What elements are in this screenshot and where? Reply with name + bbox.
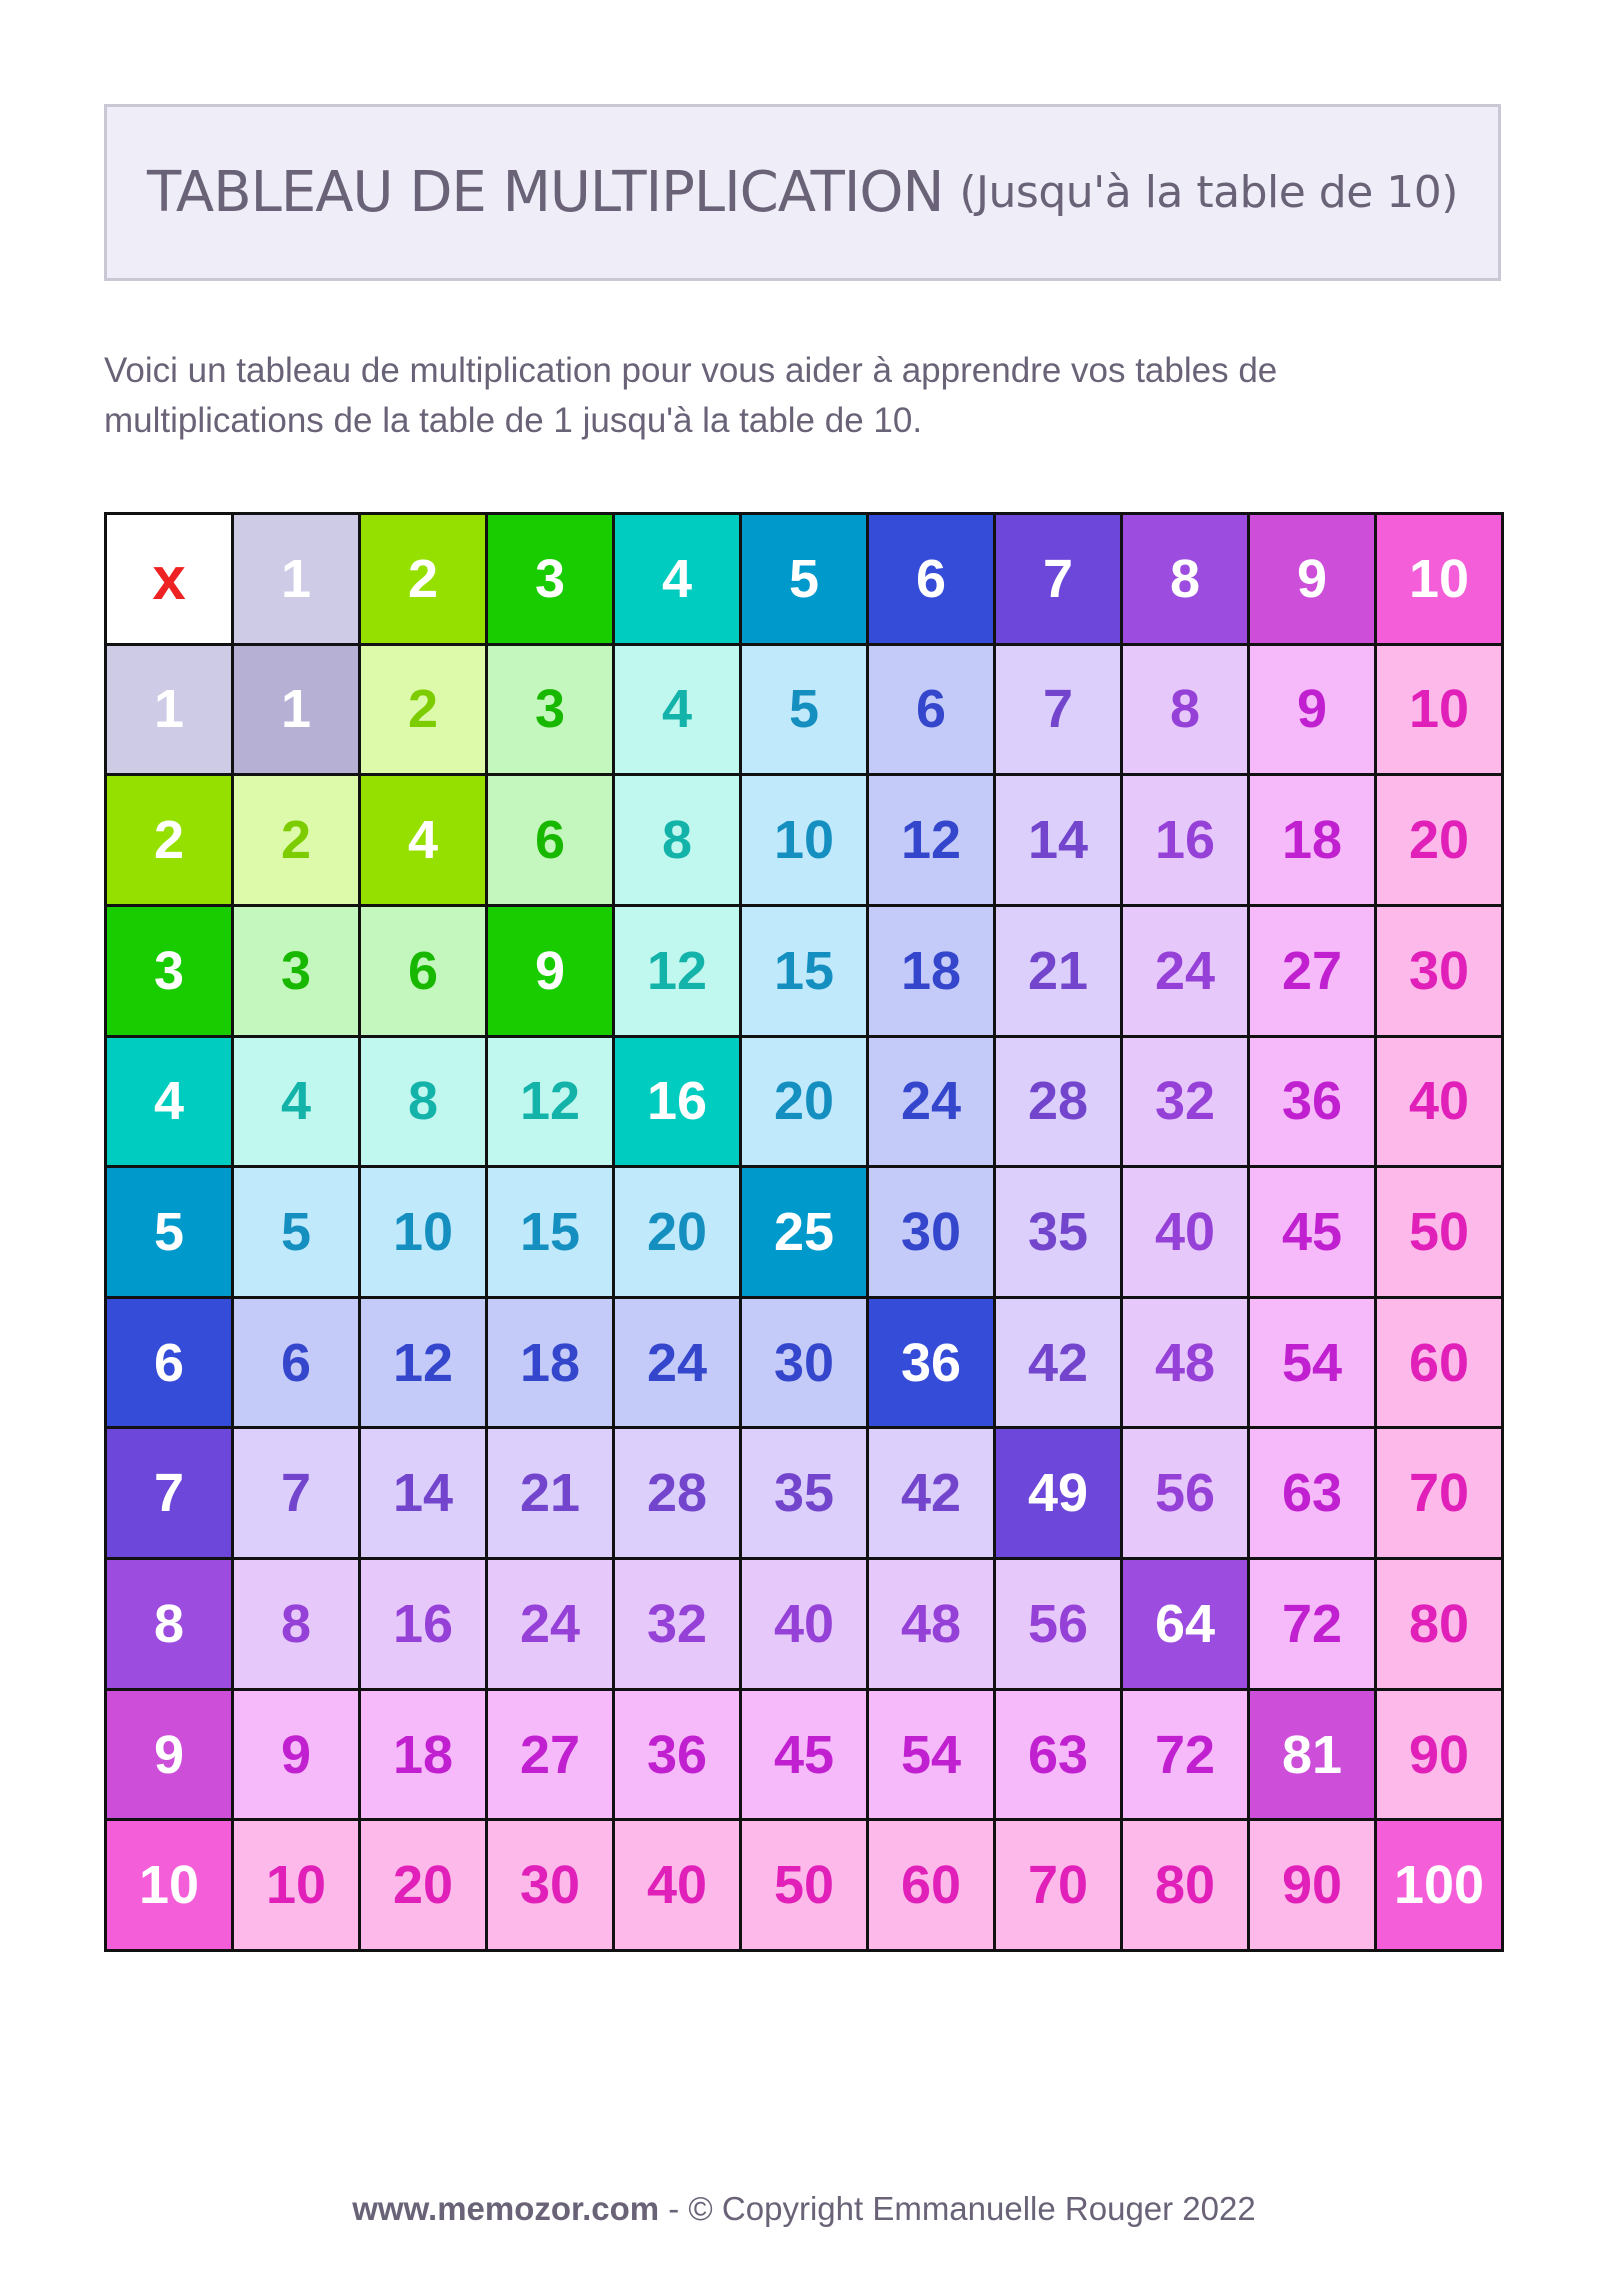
product-cell: 5 [742, 646, 866, 774]
product-cell: 18 [488, 1299, 612, 1427]
product-cell: 5 [234, 1168, 358, 1296]
product-cell: 12 [615, 907, 739, 1035]
product-cell: 24 [1123, 907, 1247, 1035]
product-cell: 7 [234, 1429, 358, 1557]
product-cell: 9 [488, 907, 612, 1035]
product-cell: 40 [742, 1560, 866, 1688]
product-cell: 16 [1123, 776, 1247, 904]
product-cell: 32 [1123, 1038, 1247, 1166]
product-cell: 15 [742, 907, 866, 1035]
product-cell: 27 [488, 1691, 612, 1819]
product-cell: 24 [869, 1038, 993, 1166]
product-cell: 8 [615, 776, 739, 904]
corner-cell: x [107, 515, 231, 643]
product-cell: 72 [1250, 1560, 1374, 1688]
column-header-4: 4 [615, 515, 739, 643]
footer-copyright: - © Copyright Emmanuelle Rouger 2022 [659, 2190, 1256, 2227]
page-title: TABLEAU DE MULTIPLICATION [147, 160, 944, 225]
product-cell: 27 [1250, 907, 1374, 1035]
product-cell: 20 [615, 1168, 739, 1296]
product-cell: 35 [996, 1168, 1120, 1296]
row-header-6: 6 [107, 1299, 231, 1427]
product-cell: 25 [742, 1168, 866, 1296]
product-cell: 3 [488, 646, 612, 774]
row-header-10: 10 [107, 1821, 231, 1949]
product-cell: 28 [615, 1429, 739, 1557]
product-cell: 18 [869, 907, 993, 1035]
footer-site-link[interactable]: www.memozor.com [352, 2190, 660, 2227]
product-cell: 90 [1250, 1821, 1374, 1949]
product-cell: 40 [615, 1821, 739, 1949]
product-cell: 12 [488, 1038, 612, 1166]
product-cell: 56 [996, 1560, 1120, 1688]
product-cell: 42 [869, 1429, 993, 1557]
column-header-2: 2 [361, 515, 485, 643]
row-header-1: 1 [107, 646, 231, 774]
product-cell: 8 [1123, 646, 1247, 774]
product-cell: 6 [361, 907, 485, 1035]
product-cell: 9 [234, 1691, 358, 1819]
product-cell: 70 [996, 1821, 1120, 1949]
product-cell: 80 [1123, 1821, 1247, 1949]
product-cell: 18 [361, 1691, 485, 1819]
product-cell: 18 [1250, 776, 1374, 904]
product-cell: 16 [615, 1038, 739, 1166]
product-cell: 8 [234, 1560, 358, 1688]
product-cell: 7 [996, 646, 1120, 774]
product-cell: 10 [234, 1821, 358, 1949]
column-header-3: 3 [488, 515, 612, 643]
product-cell: 36 [1250, 1038, 1374, 1166]
product-cell: 45 [1250, 1168, 1374, 1296]
product-cell: 81 [1250, 1691, 1374, 1819]
row-header-9: 9 [107, 1691, 231, 1819]
product-cell: 30 [1377, 907, 1501, 1035]
product-cell: 6 [234, 1299, 358, 1427]
column-header-1: 1 [234, 515, 358, 643]
column-header-8: 8 [1123, 515, 1247, 643]
title-box [104, 104, 1501, 281]
product-cell: 4 [361, 776, 485, 904]
row-header-8: 8 [107, 1560, 231, 1688]
multiplication-table [104, 512, 1504, 1952]
product-cell: 2 [361, 646, 485, 774]
product-cell: 9 [1250, 646, 1374, 774]
column-header-9: 9 [1250, 515, 1374, 643]
product-cell: 48 [869, 1560, 993, 1688]
product-cell: 21 [488, 1429, 612, 1557]
product-cell: 12 [869, 776, 993, 904]
row-header-5: 5 [107, 1168, 231, 1296]
product-cell: 56 [1123, 1429, 1247, 1557]
product-cell: 45 [742, 1691, 866, 1819]
product-cell: 20 [1377, 776, 1501, 904]
product-cell: 20 [742, 1038, 866, 1166]
column-header-6: 6 [869, 515, 993, 643]
product-cell: 10 [1377, 646, 1501, 774]
product-cell: 20 [361, 1821, 485, 1949]
product-cell: 32 [615, 1560, 739, 1688]
intro-paragraph: Voici un tableau de multiplication pour vous aider à apprendre vos tables de multiplications de la table de 1 jusqu'à la table de 10. [104, 351, 1278, 440]
product-cell: 90 [1377, 1691, 1501, 1819]
product-cell: 1 [234, 646, 358, 774]
product-cell: 10 [742, 776, 866, 904]
product-cell: 70 [1377, 1429, 1501, 1557]
column-header-10: 10 [1377, 515, 1501, 643]
product-cell: 30 [488, 1821, 612, 1949]
product-cell: 30 [869, 1168, 993, 1296]
product-cell: 64 [1123, 1560, 1247, 1688]
product-cell: 15 [488, 1168, 612, 1296]
product-cell: 54 [869, 1691, 993, 1819]
row-header-4: 4 [107, 1038, 231, 1166]
product-cell: 6 [869, 646, 993, 774]
footer [0, 2190, 1608, 2228]
product-cell: 54 [1250, 1299, 1374, 1427]
product-cell: 100 [1377, 1821, 1501, 1949]
product-cell: 80 [1377, 1560, 1501, 1688]
product-cell: 40 [1377, 1038, 1501, 1166]
row-header-3: 3 [107, 907, 231, 1035]
product-cell: 60 [869, 1821, 993, 1949]
column-header-7: 7 [996, 515, 1120, 643]
product-cell: 21 [996, 907, 1120, 1035]
product-cell: 63 [1250, 1429, 1374, 1557]
product-cell: 14 [361, 1429, 485, 1557]
row-header-2: 2 [107, 776, 231, 904]
product-cell: 10 [361, 1168, 485, 1296]
row-header-7: 7 [107, 1429, 231, 1557]
product-cell: 6 [488, 776, 612, 904]
product-cell: 4 [234, 1038, 358, 1166]
product-cell: 4 [615, 646, 739, 774]
product-cell: 24 [615, 1299, 739, 1427]
product-cell: 16 [361, 1560, 485, 1688]
product-cell: 28 [996, 1038, 1120, 1166]
product-cell: 12 [361, 1299, 485, 1427]
product-cell: 2 [234, 776, 358, 904]
product-cell: 36 [615, 1691, 739, 1819]
product-cell: 60 [1377, 1299, 1501, 1427]
product-cell: 42 [996, 1299, 1120, 1427]
product-cell: 72 [1123, 1691, 1247, 1819]
product-cell: 40 [1123, 1168, 1247, 1296]
page-subtitle: (Jusqu'à la table de 10) [959, 167, 1458, 218]
product-cell: 36 [869, 1299, 993, 1427]
product-cell: 24 [488, 1560, 612, 1688]
column-header-5: 5 [742, 515, 866, 643]
product-cell: 8 [361, 1038, 485, 1166]
product-cell: 50 [1377, 1168, 1501, 1296]
product-cell: 48 [1123, 1299, 1247, 1427]
product-cell: 49 [996, 1429, 1120, 1557]
product-cell: 14 [996, 776, 1120, 904]
product-cell: 63 [996, 1691, 1120, 1819]
product-cell: 3 [234, 907, 358, 1035]
product-cell: 50 [742, 1821, 866, 1949]
product-cell: 30 [742, 1299, 866, 1427]
product-cell: 35 [742, 1429, 866, 1557]
